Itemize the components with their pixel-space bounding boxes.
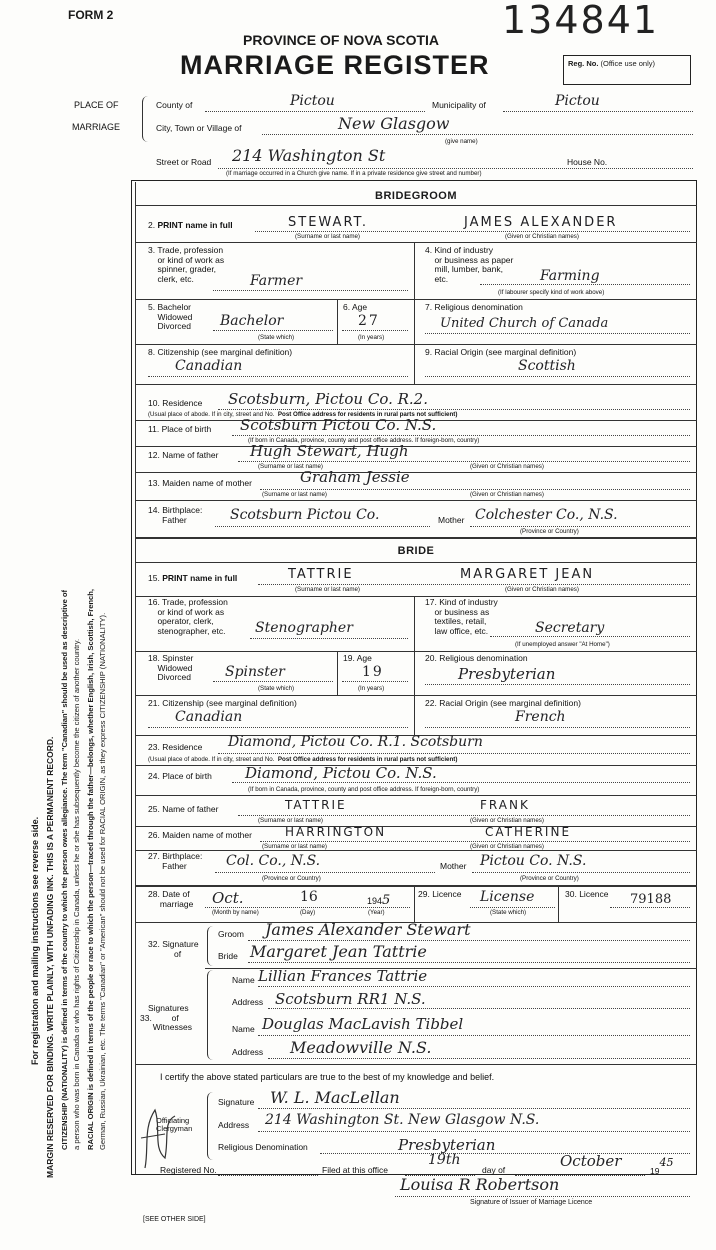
bride-given: MARGARET JEAN (460, 567, 595, 582)
licence-number: 79188 (630, 892, 672, 907)
register-number-handwritten: 134841 (502, 0, 660, 42)
bride-sig-label: Bride (218, 951, 238, 961)
marriage-year: 1945 (367, 893, 391, 908)
witness2-address: Meadowville N.S. (290, 1038, 432, 1057)
marriage-f33: Signatures of Witnesses (148, 1003, 192, 1032)
groom-f13: 13. Maiden name of mother (148, 478, 252, 488)
groom-religion: United Church of Canada (440, 316, 609, 331)
margin-note-1: For registration and mailing instructions see reverse side. (30, 816, 40, 1065)
bride-age-cap: (In years) (358, 685, 385, 692)
marriage-day: 16 (300, 889, 318, 905)
groom-sig-label: Groom (218, 929, 244, 939)
bride-heading: BRIDE (397, 545, 435, 557)
groom-given-cap: (Given or Christian names) (505, 233, 579, 240)
groom-f11: 11. Place of birth (148, 424, 212, 434)
bride-f25: 25. Name of father (148, 804, 219, 814)
licence-cap: (State which) (490, 909, 527, 916)
groom-mother-birthplace: Colchester Co., N.S. (475, 507, 618, 523)
f33-number: 33. (140, 1013, 152, 1023)
city-value: New Glasgow (338, 114, 450, 133)
province-title: PROVINCE OF NOVA SCOTIA (243, 32, 440, 48)
bride-f26: 26. Maiden name of mother (148, 830, 252, 840)
bride-mother-label: Mother (440, 861, 467, 871)
groom-bp-cap: (Province or Country) (520, 528, 579, 535)
clergy-sig-label: Signature (218, 1097, 255, 1107)
bride-residence: Diamond, Pictou Co. R.1. Scotsburn (228, 734, 483, 750)
margin-note-3: CITIZENSHIP (NATIONALITY) is defined in terms of the country to which the person owes allegiance. The term "Canadian" should be used as descriptive of (60, 589, 69, 1150)
groom-racial: Scottish (518, 358, 576, 374)
bride-mother-giv-cap: (Given or Christian names) (470, 843, 544, 850)
groom-birthplace: Scotsburn Pictou Co. N.S. (240, 416, 437, 434)
bride-f22: 22. Racial Origin (see marginal definition) (425, 698, 581, 708)
bride-f19: 19. Age (343, 653, 372, 663)
margin-note-5: RACIAL ORIGIN is defined in terms of the people or race to which the person—traced through the father—belongs, whether English, Irish, Scottish, French, (86, 588, 95, 1150)
bride-citizenship: Canadian (175, 709, 243, 725)
registered-no: Registered No. (160, 1165, 217, 1175)
bride-mother-birthplace: Pictou Co. N.S. (480, 853, 587, 869)
groom-father-birthplace: Scotsburn Pictou Co. (230, 507, 380, 523)
groom-birth-cap: (If born in Canada, province, county and post office address. If foreign-born, country) (248, 437, 480, 444)
clergy-address: 214 Washington St. New Glasgow N.S. (265, 1112, 540, 1128)
day-of-label: day of (482, 1165, 506, 1175)
groom-f9: 9. Racial Origin (see marginal definition) (425, 347, 577, 357)
bride-religion: Presbyterian (458, 665, 556, 683)
marriage-f28: 28. Date of marriage (148, 889, 194, 909)
groom-given: JAMES ALEXANDER (464, 215, 618, 230)
year-cap: (Year) (368, 909, 385, 916)
issuer-signature: Louisa R Robertson (400, 1175, 560, 1194)
groom-surname: STEWART. (288, 215, 369, 230)
witness-brace (207, 970, 215, 1060)
bride-f27: 27. Birthplace: Father (148, 851, 203, 871)
form-title: MARRIAGE REGISTER (180, 50, 490, 80)
bride-f23: 23. Residence (148, 742, 203, 752)
groom-mother: Graham Jessie (300, 468, 410, 486)
clergy-brace (207, 1092, 215, 1160)
groom-residence: Scotsburn, Pictou Co. R.2. (228, 390, 428, 408)
groom-trade: Farmer (250, 273, 303, 289)
bride-f15: 15. PRINT name in full (148, 573, 238, 583)
groom-father-giv-cap: (Given or Christian names) (470, 463, 544, 470)
bride-mother-given: CATHERINE (485, 825, 572, 839)
bride-father-given: FRANK (480, 798, 530, 812)
groom-surname-cap: (Surname or last name) (295, 233, 360, 240)
witness1-name: Lillian Frances Tattrie (258, 967, 428, 985)
bride-surname: TATTRIE (288, 567, 354, 582)
filed-label: Filed at this office (322, 1165, 388, 1175)
w2-name-label: Name (232, 1024, 255, 1034)
groom-age-cap: (In years) (358, 334, 385, 341)
groom-f5: 5. Bachelor Widowed Divorced (148, 302, 193, 331)
city-label: City, Town or Village of (156, 123, 242, 133)
groom-f10: 10. Residence (148, 398, 203, 408)
bride-mother-sur-cap: (Surname or last name) (262, 843, 327, 850)
marriage-f32: 32. Signature of (148, 939, 199, 959)
margin-note-4: a person who was born in Canada or who has rights of Citizenship in Canada, unless he or she has subsequently become the citizen of another country. (72, 638, 81, 1150)
marriage-f29: 29. Licence (418, 889, 462, 899)
groom-mother-label: Mother (438, 515, 465, 525)
clergy-denom-label: Religious Denomination (218, 1142, 308, 1152)
bride-birthplace: Diamond, Pictou Co. N.S. (245, 764, 437, 782)
form-label: FORM 2 (68, 8, 114, 22)
groom-status: Bachelor (220, 313, 284, 329)
clergy-addr-label: Address (218, 1120, 250, 1130)
groom-f12: 12. Name of father (148, 450, 219, 460)
see-other-side: [SEE OTHER SIDE] (143, 1216, 206, 1223)
bride-industry: Secretary (535, 620, 605, 636)
bride-racial: French (515, 709, 566, 725)
groom-f14: 14. Birthplace: Father (148, 505, 203, 525)
day-cap: (Day) (300, 909, 316, 916)
reg-no-note: (Office use only) (600, 59, 655, 68)
bride-father-surname: TATTRIE (285, 798, 347, 812)
groom-f7: 7. Religious denomination (425, 302, 523, 312)
place-label-2: MARRIAGE (72, 122, 121, 132)
groom-f8: 8. Citizenship (see marginal definition) (148, 347, 293, 357)
groom-f6: 6. Age (343, 302, 368, 312)
groom-res-cap: (Usual place of abode. If in city, street and No. Post Office address for residents in rural parts not sufficient) (148, 411, 458, 418)
groom-mother-giv-cap: (Given or Christian names) (470, 491, 544, 498)
groom-signature: James Alexander Stewart (265, 920, 471, 939)
bride-signature: Margaret Jean Tattrie (250, 942, 427, 961)
give-name-caption: (give name) (445, 138, 478, 145)
officiating-label: Officiating Clergyman (156, 1116, 193, 1133)
bride-mother-surname: HARRINGTON (285, 825, 387, 839)
street-value: 214 Washington St (232, 146, 386, 165)
bride-res-cap: (Usual place of abode. If in city, street and No. Post Office address for residents in rural parts not sufficient) (148, 756, 458, 763)
municipality-value: Pictou (555, 93, 600, 109)
street-caption: (If marriage occurred in a Church give name. If in a private residence give street and number) (226, 170, 482, 177)
groom-f4: 4. Kind of industry or business as paper mill, lumber, bank, etc. (425, 245, 514, 284)
groom-f3: 3. Trade, profession or kind of work as spinner, grader, clerk, etc. (148, 245, 225, 284)
house-label: House No. (567, 157, 608, 167)
bride-father-giv-cap: (Given or Christian names) (470, 817, 544, 824)
issuer-caption: Signature of Issuer of Marriage Licence (470, 1199, 593, 1206)
marriage-f30: 30. Licence (565, 889, 609, 899)
groom-industry-cap: (If labourer specify kind of work above) (498, 289, 605, 296)
bride-bp-cap-2: (Province or Country) (520, 875, 579, 882)
certify-text: I certify the above stated particulars are true to the best of my knowledge and belief. (160, 1072, 495, 1082)
margin-note-6: German, Russian, Ukrainian, etc. The terms "Canadian" or "American" should not be used for RACIAL ORIGIN, as they express CITIZENSHIP (NATIONALITY). (98, 612, 107, 1150)
clergy-seal-mark (135, 1098, 185, 1178)
bride-f24: 24. Place of birth (148, 771, 212, 781)
bride-f16: 16. Trade, profession or kind of work as operator, clerk, stenographer, etc. (148, 597, 228, 636)
sig-brace (207, 926, 215, 966)
county-label: County of (156, 100, 193, 110)
groom-father-sur-cap: (Surname or last name) (258, 463, 323, 470)
bride-f21: 21. Citizenship (see marginal definition) (148, 698, 297, 708)
bride-trade: Stenographer (255, 620, 353, 636)
bride-f17: 17. Kind of industry or business as textiles, retail, law office, etc. (425, 597, 498, 636)
place-label-1: PLACE OF (74, 100, 119, 110)
month-cap: (Month by name) (212, 909, 259, 916)
bride-father-birthplace: Col. Co., N.S. (226, 853, 321, 869)
licence-type: License (480, 889, 535, 905)
filed-month: October (560, 1152, 622, 1170)
bride-status: Spinster (225, 664, 285, 680)
bride-industry-cap: (If unemployed answer "At Home") (515, 641, 610, 648)
groom-mother-sur-cap: (Surname or last name) (262, 491, 327, 498)
bride-age: 19 (362, 664, 384, 680)
witness1-address: Scotsburn RR1 N.S. (275, 990, 426, 1008)
bride-birth-cap: (If born in Canada, province, county and post office address. If foreign-born, country) (248, 786, 480, 793)
clergy-signature: W. L. MacLellan (270, 1088, 400, 1107)
county-value: Pictou (290, 93, 335, 109)
street-label: Street or Road (156, 157, 212, 167)
bride-given-cap: (Given or Christian names) (505, 586, 579, 593)
bride-bp-cap-1: (Province or Country) (262, 875, 321, 882)
marriage-month: Oct. (212, 889, 244, 907)
bride-status-cap: (State which) (258, 685, 295, 692)
groom-age: 27 (358, 313, 380, 329)
w1-address-label: Address (232, 997, 264, 1007)
groom-heading: BRIDEGROOM (375, 190, 457, 202)
bride-f20: 20. Religious denomination (425, 653, 528, 663)
clergy-denomination: Presbyterian (398, 1136, 496, 1154)
reg-no-label: Reg. No. (568, 59, 599, 68)
witness2-name: Douglas MacLavish Tibbel (262, 1015, 464, 1033)
groom-father: Hugh Stewart, Hugh (250, 442, 409, 460)
groom-f2: 2. PRINT name in full (148, 220, 233, 230)
filed-day: 19th (428, 1152, 461, 1168)
margin-note-2: MARGIN RESERVED FOR BINDING. WRITE PLAINLY, WITH UNFADING INK. THIS IS A PERMANENT RECORD. (45, 736, 55, 1178)
place-brace (142, 96, 150, 142)
groom-citizenship: Canadian (175, 358, 243, 374)
groom-industry: Farming (540, 268, 600, 284)
municipality-label: Municipality of (432, 100, 486, 110)
bride-father-sur-cap: (Surname or last name) (258, 817, 323, 824)
reg-no-box (563, 55, 691, 85)
bride-f18: 18. Spinster Widowed Divorced (148, 653, 194, 682)
filed-year: 1945 (650, 1156, 674, 1176)
bride-surname-cap: (Surname or last name) (295, 586, 360, 593)
w2-address-label: Address (232, 1047, 264, 1057)
w1-name-label: Name (232, 975, 255, 985)
groom-status-cap: (State which) (258, 334, 295, 341)
